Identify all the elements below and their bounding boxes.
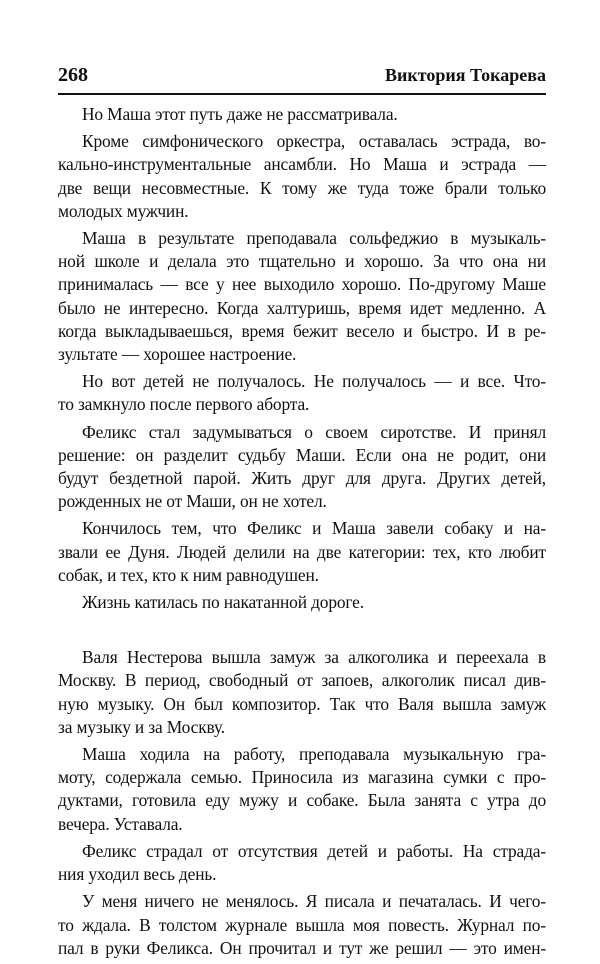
text-line: Валя Нестерова вышла замуж за алкоголика и переехала в <box>82 647 546 668</box>
text-line: было не интересно. Когда халтуришь, время идет медленно. А <box>58 297 546 318</box>
text-line: то замкнуло после первого аборта. <box>58 394 310 415</box>
text-line: то ждала. В толстом журнале вышла моя повесть. Журнал по- <box>58 914 546 935</box>
paragraph <box>58 130 546 223</box>
text-line: Маша ходила на работу, преподавала музыкальную гра- <box>82 744 546 765</box>
running-title: Виктория Токарева <box>385 65 546 85</box>
body-text <box>58 103 546 960</box>
text-line: Но Маша этот путь даже не рассматривала. <box>82 104 398 124</box>
paragraph <box>58 370 546 416</box>
text-line: молодых мужчин. <box>58 200 189 221</box>
text-line: будут бездетной парой. Жить друг для друга. Других детей, <box>58 468 546 489</box>
text-line: ной школе и делала это тщательно и хорошо. За что она ни <box>58 251 546 272</box>
header-rule <box>58 93 546 95</box>
text-section-2 <box>58 646 546 960</box>
paragraph <box>58 591 546 614</box>
paragraph <box>58 517 546 587</box>
text-line: Кроме симфонического оркестра, оставалась эстрада, во- <box>82 131 546 152</box>
text-line: рожденных не от Маши, он не хотел. <box>58 491 327 512</box>
text-line: Феликс страдал от отсутствия детей и работы. На страда- <box>82 840 546 861</box>
paragraph <box>58 103 546 126</box>
paragraph <box>58 646 546 739</box>
text-section-1 <box>58 103 546 614</box>
book-page <box>58 62 546 964</box>
text-line: Кончилось тем, что Феликс и Маша завели собаку и на- <box>82 518 546 539</box>
text-line: решение: он разделит судьбу Маши. Если она не родит, они <box>58 444 546 465</box>
text-line: звали ее Дуня. Людей делили на две категории: тех, кто любит <box>58 541 546 562</box>
paragraph <box>58 421 546 514</box>
text-line: зультате — хорошее настроение. <box>58 344 297 365</box>
text-line: Москву. В период, свободный от запоев, алкоголик писал див- <box>58 670 546 691</box>
text-line: за музыку и за Москву. <box>58 716 225 737</box>
text-line: две вещи несовместные. К тому же туда тоже брали только <box>58 177 546 198</box>
text-line: дуктами, готовила еду мужу и собаке. Была занята с утра до <box>58 790 546 811</box>
text-line: моту, содержала семью. Приносила из магазина сумки с про- <box>58 767 546 788</box>
text-line: собак, и тех, кто к ним равнодушен. <box>58 564 319 585</box>
text-line: ния уходил весь день. <box>58 864 217 885</box>
text-line: пал в руки Феликса. Он прочитал и тут же решил — это имен- <box>58 937 546 958</box>
text-line: Жизнь катилась по накатанной дороге. <box>82 592 364 613</box>
text-line: У меня ничего не менялось. Я писала и печаталась. И чего- <box>82 891 546 912</box>
paragraph <box>58 840 546 886</box>
page-number: 268 <box>58 64 88 86</box>
page-header <box>58 62 546 88</box>
paragraph <box>58 227 546 366</box>
paragraph <box>58 890 546 960</box>
text-line: когда выкладываешься, время бежит весело и быстро. И в ре- <box>58 320 546 341</box>
text-line: принималась — все у нее выходило хорошо. По-другому Маше <box>58 274 546 295</box>
text-line: Феликс стал задумываться о своем сиротстве. И принял <box>82 421 546 442</box>
text-line: Но вот детей не получалось. Не получалось — и все. Что- <box>82 371 546 392</box>
text-line: Маша в результате преподавала сольфеджио в музыкаль- <box>82 228 546 249</box>
text-line: вечера. Уставала. <box>58 813 183 834</box>
text-line: ную музыку. Он был композитор. Так что Валя вышла замуж <box>58 693 546 714</box>
text-line: кально-инструментальные ансамбли. Но Маша и эстрада — <box>58 154 546 175</box>
paragraph <box>58 743 546 836</box>
section-break <box>58 618 546 646</box>
